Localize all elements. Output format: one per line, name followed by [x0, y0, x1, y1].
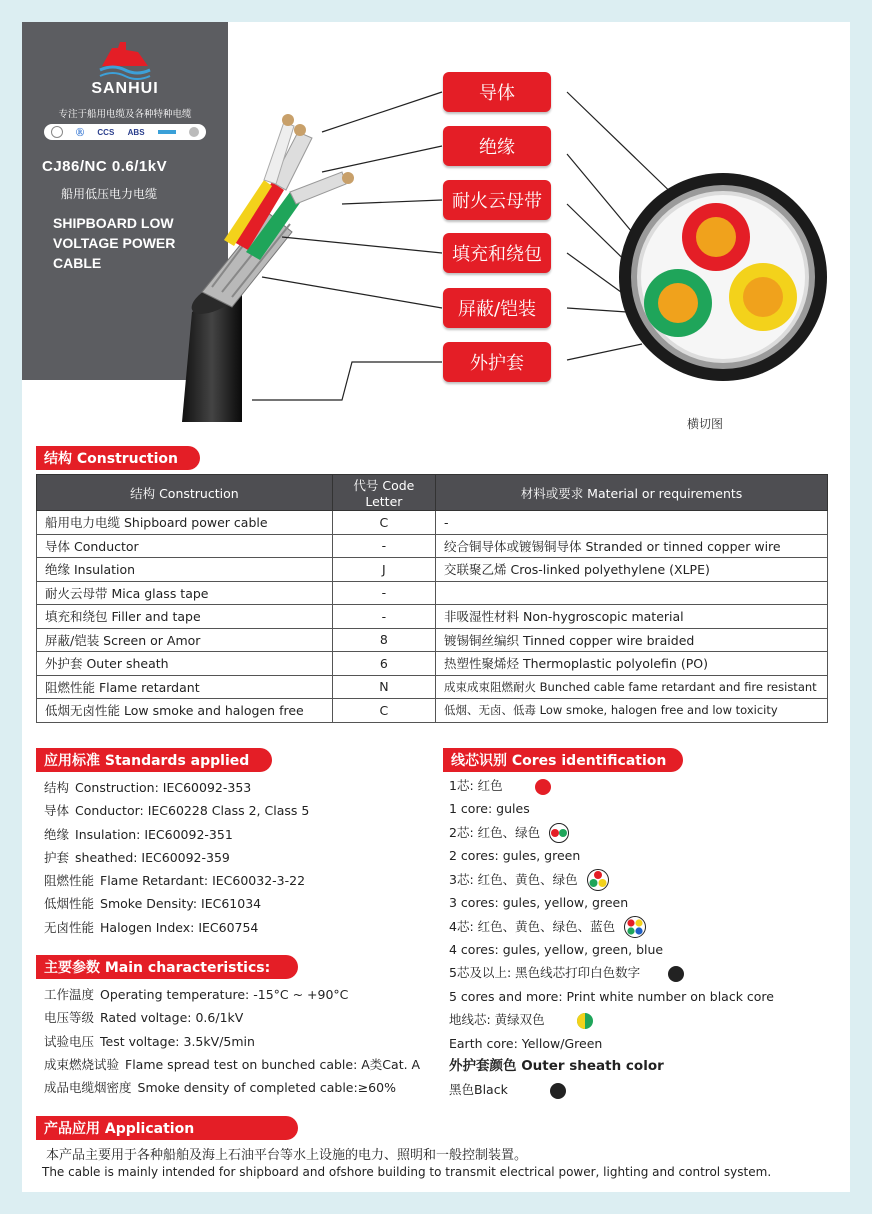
- list-item: [449, 961, 774, 984]
- construction-title: 结构 Construction: [36, 446, 200, 470]
- table-cell: [436, 581, 828, 605]
- characteristic-label: 成束燃烧试验: [44, 1056, 120, 1072]
- characteristic-value: Test voltage: 3.5kV/5min: [100, 1033, 255, 1049]
- part-label-sheath: 外护套: [443, 342, 551, 382]
- core-label-en: 5 cores and more: Print white number on black core: [449, 988, 774, 1004]
- application-text-cn: 本产品主要用于各种船舶及海上石油平台等水上设施的电力、照明和一般控制装置。: [46, 1148, 528, 1163]
- characteristic-value: Rated voltage: 0.6/1kV: [100, 1010, 244, 1026]
- list-item: [44, 776, 309, 799]
- cert-abs: ABS: [127, 127, 145, 137]
- table-cell: 镀锡铜丝编织 Tinned copper wire braided: [436, 628, 828, 652]
- characteristic-label: 电压等级: [44, 1010, 95, 1026]
- list-item: [449, 844, 774, 867]
- table-row: [37, 511, 828, 535]
- standard-value: Halogen Index: IEC60754: [100, 919, 259, 935]
- standard-value: Flame Retardant: IEC60032-3-22: [100, 873, 306, 889]
- list-item: [449, 985, 774, 1008]
- list-item: [449, 915, 774, 939]
- part-label-insulation: 绝缘: [443, 126, 551, 166]
- characteristic-label: 成品电缆烟密度: [44, 1080, 132, 1096]
- table-cell: 绞合铜导体或镀锡铜导体 Stranded or tinned copper wire: [436, 534, 828, 558]
- three-core-icon: [586, 869, 610, 891]
- application-text-en: The cable is mainly intended for shipboard and ofshore building to transmit electrical power, lighting and control system.: [42, 1165, 772, 1179]
- list-item: [449, 868, 774, 892]
- standards-list: [44, 776, 309, 939]
- list-item: [44, 1030, 420, 1053]
- list-item: [449, 1078, 774, 1101]
- list-item: [44, 1076, 420, 1099]
- cert-ccs: CCS: [97, 127, 115, 137]
- table-header: 材料或要求 Material or requirements: [436, 475, 828, 511]
- table-cell: 耐火云母带 Mica glass tape: [37, 581, 333, 605]
- table-cell: 屏蔽/铠装 Screen or Amor: [37, 628, 333, 652]
- list-item: [44, 846, 309, 869]
- list-item: [44, 1053, 420, 1076]
- list-item: [449, 891, 774, 914]
- part-label-mica-tape: 耐火云母带: [443, 180, 551, 220]
- standard-label: 阻燃性能: [44, 873, 95, 889]
- characteristic-value: Operating temperature: -15°C ~ +90°C: [100, 987, 349, 1002]
- list-item: [449, 1032, 774, 1055]
- standard-value: Conductor: IEC60228 Class 2, Class 5: [75, 803, 310, 819]
- table-cell: 绝缘 Insulation: [37, 558, 333, 582]
- black-dot-icon: [550, 1083, 566, 1099]
- cores-list: [449, 774, 774, 1102]
- characteristic-label: 工作温度: [44, 987, 95, 1002]
- yellow-green-dot-icon: [575, 1011, 595, 1031]
- table-row: [37, 558, 828, 582]
- sheath-color-title: 外护套颜色 Outer sheath color: [449, 1058, 664, 1075]
- table-cell: C: [332, 699, 435, 723]
- table-cell: 外护套 Outer sheath: [37, 652, 333, 676]
- table-cell: -: [436, 511, 828, 535]
- table-row: [37, 699, 828, 723]
- table-cell: 船用电力电缆 Shipboard power cable: [37, 511, 333, 535]
- core-label-cn: 5芯及以上: 黑色线芯打印白色数字: [449, 965, 641, 981]
- cert-r-icon: Ⓡ: [76, 127, 85, 137]
- list-item: [44, 1006, 420, 1029]
- table-row: [37, 628, 828, 652]
- standard-label: 绝缘: [44, 826, 70, 842]
- list-item: [44, 983, 420, 1006]
- table-cell: 非吸湿性材料 Non-hygroscopic material: [436, 605, 828, 629]
- application-title: 产品应用 Application: [36, 1116, 298, 1140]
- list-item: [44, 799, 309, 822]
- table-cell: 成束成束阻燃耐火 Bunched cable fame retardant and fire resistant: [436, 675, 828, 699]
- standard-value: Construction: IEC60092-353: [75, 780, 252, 795]
- cores-title: 线芯识别 Cores identification: [443, 748, 683, 772]
- core-label-cn: 3芯: 红色、黄色、绿色: [449, 871, 578, 887]
- cross-section-diagram: [618, 172, 828, 382]
- table-cell: 交联聚乙烯 Cros-linked polyethylene (XLPE): [436, 558, 828, 582]
- table-header: 结构 Construction: [37, 475, 333, 511]
- table-header-row: [37, 475, 828, 511]
- list-item: [449, 774, 774, 797]
- core-label-cn: 2芯: 红色、绿色: [449, 824, 541, 840]
- standard-label: 护套: [44, 849, 70, 865]
- table-cell: N: [332, 675, 435, 699]
- two-core-icon: [548, 823, 570, 843]
- characteristics-title: 主要参数 Main characteristics:: [36, 955, 298, 979]
- table-header: 代号 Code Letter: [332, 475, 435, 511]
- table-cell: -: [332, 581, 435, 605]
- core-label-cn: 1芯: 红色: [449, 778, 503, 793]
- standard-label: 无卤性能: [44, 919, 95, 935]
- list-item: [449, 938, 774, 961]
- construction-table: [36, 474, 828, 723]
- red-dot-icon: [535, 779, 551, 795]
- table-row: [37, 652, 828, 676]
- characteristic-label: 试验电压: [44, 1033, 95, 1049]
- standards-title: 应用标准 Standards applied: [36, 748, 272, 772]
- list-item: [449, 821, 774, 844]
- list-item: [44, 869, 309, 892]
- core-label-cn: 地线芯: 黄绿双色: [449, 1012, 545, 1028]
- table-cell: 低烟无卤性能 Low smoke and halogen free: [37, 699, 333, 723]
- part-label-screen: 屏蔽/铠装: [443, 288, 551, 328]
- brand-name: SANHUI: [91, 80, 159, 97]
- table-cell: 8: [332, 628, 435, 652]
- standard-label: 结构: [44, 780, 70, 795]
- standard-label: 低烟性能: [44, 896, 95, 912]
- model-number: CJ86/NC 0.6/1kV: [42, 158, 168, 175]
- black-dot-icon: [668, 966, 684, 982]
- table-cell: 阻燃性能 Flame retardant: [37, 675, 333, 699]
- standard-value: sheathed: IEC60092-359: [75, 849, 230, 865]
- list-item: [44, 892, 309, 915]
- standard-value: Insulation: IEC60092-351: [75, 826, 233, 842]
- core-label-cn: 4芯: 红色、黄色、绿色、蓝色: [449, 918, 616, 934]
- part-label-conductor: 导体: [443, 72, 551, 112]
- core-label-en: 1 core: gules: [449, 801, 530, 817]
- list-item: [44, 823, 309, 846]
- characteristic-value: Smoke density of completed cable:≥60%: [137, 1080, 396, 1096]
- table-row: [37, 534, 828, 558]
- table-cell: 热塑性聚烯烃 Thermoplastic polyolefin (PO): [436, 652, 828, 676]
- core-label-en: Earth core: Yellow/Green: [449, 1035, 603, 1051]
- table-cell: 填充和绕包 Filler and tape: [37, 605, 333, 629]
- cross-section-caption: 横切图: [687, 417, 724, 431]
- sheath-color-value: 黑色Black: [449, 1082, 508, 1098]
- table-cell: -: [332, 605, 435, 629]
- part-label-filler: 填充和绕包: [443, 233, 551, 273]
- core-label-en: 4 cores: gules, yellow, green, blue: [449, 942, 664, 958]
- list-item: [449, 797, 774, 820]
- core-label-en: 3 cores: gules, yellow, green: [449, 895, 629, 911]
- model-name-cn: 船用低压电力电缆: [61, 187, 158, 201]
- core-label-en: 2 cores: gules, green: [449, 848, 581, 864]
- table-cell: 6: [332, 652, 435, 676]
- table-cell: -: [332, 534, 435, 558]
- table-row: [37, 581, 828, 605]
- table-cell: 导体 Conductor: [37, 534, 333, 558]
- list-item: [44, 916, 309, 939]
- characteristic-value: Flame spread test on bunched cable: A类Cat. A: [125, 1056, 421, 1072]
- list-item: [449, 1008, 774, 1031]
- standard-value: Smoke Density: IEC61034: [100, 896, 262, 912]
- table-row: [37, 675, 828, 699]
- table-cell: 低烟、无卤、低毒 Low smoke, halogen free and low toxicity: [436, 699, 828, 723]
- characteristics-list: [44, 983, 420, 1099]
- model-name-en: SHIPBOARD LOW VOLTAGE POWER CABLE: [53, 215, 176, 271]
- table-cell: C: [332, 511, 435, 535]
- four-core-icon: [623, 916, 647, 938]
- table-row: [37, 605, 828, 629]
- standard-label: 导体: [44, 803, 70, 819]
- table-cell: J: [332, 558, 435, 582]
- brand-tagline: 专注于船用电缆及各种特种电缆: [58, 109, 192, 120]
- datasheet-page: [22, 22, 850, 1192]
